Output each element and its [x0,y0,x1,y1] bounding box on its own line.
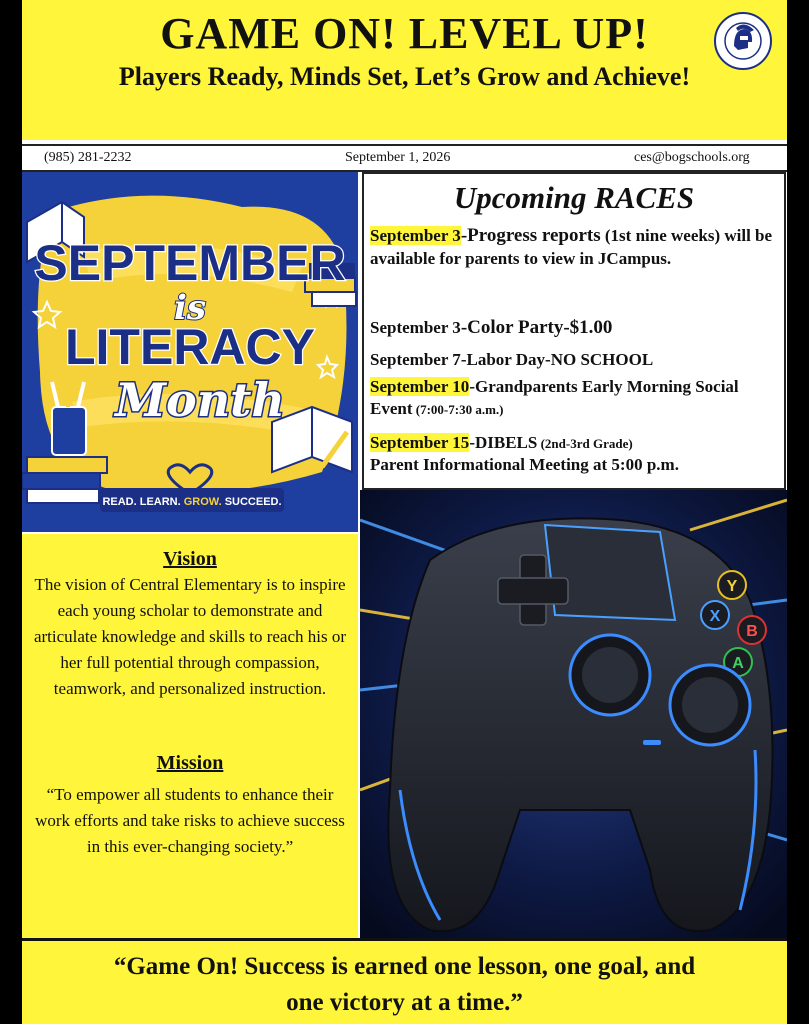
issue-date: September 1, 2026 [345,150,451,165]
event-details: (7:00-7:30 a.m.) [412,402,504,417]
contact-bar [22,144,787,172]
vision-text: The vision of Central Elementary is to inspire each young scholar to demonstrate and articulate knowledge and skills to reach his or her full potential through compassion, teamwork, and personalized instruction. [33,575,347,698]
vision-heading: Vision [163,548,217,570]
page-subtitle: Players Ready, Minds Set, Let’s Grow and Achieve! [118,62,691,91]
header-banner [22,0,787,140]
event-title: -Grandparents Early Morning Social Event [370,377,739,418]
event-date: September 3 [370,226,461,245]
event-date: September 7 [370,350,461,369]
event-progress-reports [370,224,780,270]
poster-word-month: Month [115,373,285,427]
event-color-party [370,316,780,340]
event-details: (1st nine weeks) will be available for parents to view in JCampus. [370,226,773,268]
mission-text: “To empower all students to enhance their work efforts and take risks to achieve success in this ever-changing society.” [35,785,345,856]
button-b-label: B [746,623,758,640]
event-date: September 10 [370,377,470,396]
quote-line-1: “Game On! Success is earned one lesson, one goal, and [113,953,696,980]
quote-line-2: one victory at a time.” [286,989,523,1016]
poster-word-literacy: LITERACY [65,319,315,375]
email-address: ces@bogschools.org [634,150,750,165]
event-date: September 15 [370,433,470,452]
event-title: -Progress reports [460,225,601,246]
newsletter-page [22,0,787,1024]
event-title: -Labor Day-NO SCHOOL [460,350,654,369]
school-seal-logo [714,12,772,70]
event-details: -$1.00 [563,317,613,338]
phone-number: (985) 281-2232 [44,150,132,165]
button-y-label: Y [726,578,738,595]
event-details: (2nd-3rd Grade) [537,436,633,451]
event-title: -DIBELS [469,433,538,452]
vision-mission-box [22,534,358,938]
button-a-label: A [732,655,744,672]
closing-quote [22,938,787,1024]
mission-heading: Mission [156,752,224,774]
event-details-line2: Parent Informational Meeting at 5:00 p.m. [370,455,679,474]
poster-word-is: is [173,288,207,328]
literacy-month-poster [22,172,358,532]
event-grandparents-social [370,376,780,420]
event-labor-day [370,349,780,371]
event-dibels [370,432,780,476]
event-title: -Color Party [460,317,564,338]
page-title: GAME ON! LEVEL UP! [160,9,649,58]
game-controller-image [360,490,787,938]
upcoming-races-box [362,172,786,490]
event-date: September 3 [370,318,461,337]
controller-illustration [360,490,787,938]
button-x-label: X [709,608,721,625]
races-heading: Upcoming RACES [453,180,695,215]
poster-word-september: SEPTEMBER [34,235,346,291]
poster-artwork [22,172,358,532]
poster-tagline: READ. LEARN. GROW. SUCCEED. [102,496,282,508]
